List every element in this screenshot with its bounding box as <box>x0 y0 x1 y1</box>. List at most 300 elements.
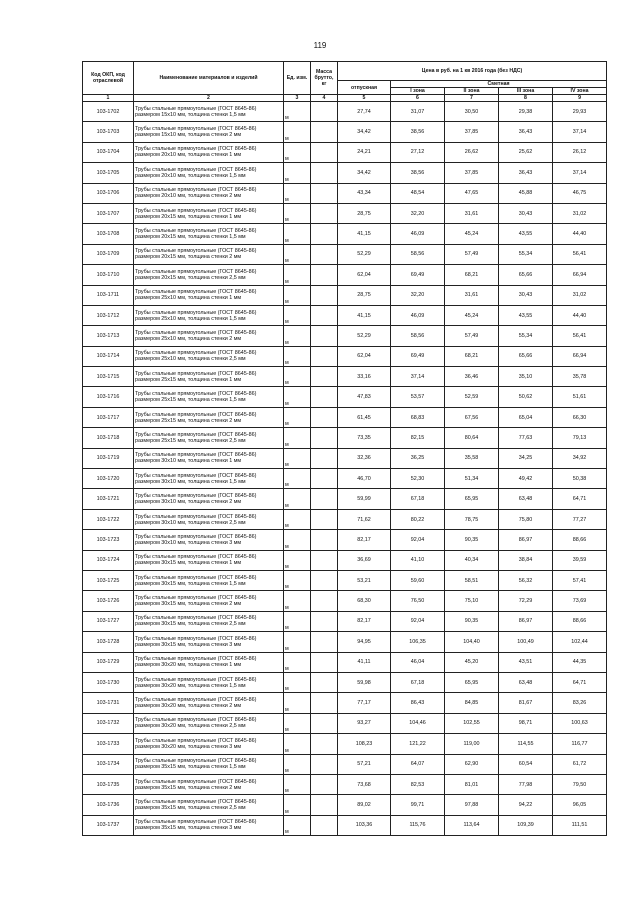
zone-4-price-cell: 29,93 <box>553 102 607 122</box>
zone-1-price-cell: 67,18 <box>391 672 445 692</box>
zone-2-price-cell: 84,85 <box>445 693 499 713</box>
zone-2-price-cell: 119,00 <box>445 734 499 754</box>
header-release: отпускная <box>338 81 391 95</box>
zone-3-price-cell: 50,62 <box>499 387 553 407</box>
zone-1-price-cell: 46,04 <box>391 652 445 672</box>
unit-cell: м <box>284 550 311 570</box>
name-cell: Трубы стальные прямоугольные (ГОСТ 8645-86) размером 30х10 мм, толщина стенки 1 мм <box>134 448 284 468</box>
code-cell: 103-1728 <box>83 632 134 652</box>
unit-cell: м <box>284 305 311 325</box>
mass-cell <box>311 469 338 489</box>
release-price-cell: 82,17 <box>338 611 391 631</box>
zone-2-price-cell: 52,59 <box>445 387 499 407</box>
zone-3-price-cell: 109,39 <box>499 815 553 835</box>
mass-cell <box>311 367 338 387</box>
zone-1-price-cell: 48,54 <box>391 183 445 203</box>
release-price-cell: 77,17 <box>338 693 391 713</box>
unit-cell: м <box>284 734 311 754</box>
zone-3-price-cell: 49,42 <box>499 469 553 489</box>
mass-cell <box>311 734 338 754</box>
release-price-cell: 46,70 <box>338 469 391 489</box>
zone-3-price-cell: 36,43 <box>499 122 553 142</box>
name-cell: Трубы стальные прямоугольные (ГОСТ 8645-86) размером 35х15 мм, толщина стенки 2 мм <box>134 774 284 794</box>
zone-4-price-cell: 44,40 <box>553 305 607 325</box>
mass-cell <box>311 224 338 244</box>
mass-cell <box>311 530 338 550</box>
table-row <box>83 672 607 692</box>
zone-4-price-cell: 56,41 <box>553 244 607 264</box>
code-cell: 103-1703 <box>83 122 134 142</box>
code-cell: 103-1719 <box>83 448 134 468</box>
zone-3-price-cell: 34,25 <box>499 448 553 468</box>
zone-3-price-cell: 43,51 <box>499 652 553 672</box>
code-cell: 103-1735 <box>83 774 134 794</box>
mass-cell <box>311 122 338 142</box>
zone-4-price-cell: 61,72 <box>553 754 607 774</box>
name-cell: Трубы стальные прямоугольные (ГОСТ 8645-86) размером 30х10 мм, толщина стенки 2 мм <box>134 489 284 509</box>
table-row <box>83 469 607 489</box>
name-cell: Трубы стальные прямоугольные (ГОСТ 8645-86) размером 15х10 мм, толщина стенки 1,5 мм <box>134 102 284 122</box>
unit-cell: м <box>284 163 311 183</box>
table-row <box>83 163 607 183</box>
mass-cell <box>311 652 338 672</box>
release-price-cell: 28,75 <box>338 285 391 305</box>
zone-4-price-cell: 26,12 <box>553 142 607 162</box>
release-price-cell: 43,34 <box>338 183 391 203</box>
table-row <box>83 611 607 631</box>
code-cell: 103-1737 <box>83 815 134 835</box>
code-cell: 103-1725 <box>83 570 134 590</box>
zone-1-price-cell: 58,56 <box>391 326 445 346</box>
code-cell: 103-1723 <box>83 530 134 550</box>
unit-cell: м <box>284 265 311 285</box>
release-price-cell: 28,75 <box>338 203 391 223</box>
zone-4-price-cell: 57,41 <box>553 570 607 590</box>
zone-4-price-cell: 37,14 <box>553 163 607 183</box>
unit-cell: м <box>284 183 311 203</box>
name-cell: Трубы стальные прямоугольные (ГОСТ 8645-86) размером 25х15 мм, толщина стенки 2 мм <box>134 407 284 427</box>
zone-2-price-cell: 36,46 <box>445 367 499 387</box>
zone-4-price-cell: 100,63 <box>553 713 607 733</box>
code-cell: 103-1721 <box>83 489 134 509</box>
name-cell: Трубы стальные прямоугольные (ГОСТ 8645-86) размером 30х15 мм, толщина стенки 1,5 мм <box>134 570 284 590</box>
header-name: Наименование материалов и изделий <box>134 62 284 95</box>
zone-2-price-cell: 75,10 <box>445 591 499 611</box>
unit-cell: м <box>284 387 311 407</box>
zone-4-price-cell: 44,40 <box>553 224 607 244</box>
zone-2-price-cell: 40,34 <box>445 550 499 570</box>
zone-2-price-cell: 68,21 <box>445 346 499 366</box>
column-number: 9 <box>553 95 607 102</box>
code-cell: 103-1718 <box>83 428 134 448</box>
name-cell: Трубы стальные прямоугольные (ГОСТ 8645-86) размером 35х15 мм, толщина стенки 2,5 мм <box>134 795 284 815</box>
mass-cell <box>311 407 338 427</box>
zone-1-price-cell: 31,07 <box>391 102 445 122</box>
release-price-cell: 103,36 <box>338 815 391 835</box>
zone-1-price-cell: 86,43 <box>391 693 445 713</box>
table-row <box>83 489 607 509</box>
unit-cell: м <box>284 672 311 692</box>
unit-cell: м <box>284 530 311 550</box>
table-row <box>83 122 607 142</box>
unit-cell: м <box>284 509 311 529</box>
mass-cell <box>311 754 338 774</box>
unit-cell: м <box>284 489 311 509</box>
mass-cell <box>311 387 338 407</box>
mass-cell <box>311 163 338 183</box>
zone-3-price-cell: 100,49 <box>499 632 553 652</box>
release-price-cell: 41,11 <box>338 652 391 672</box>
code-cell: 103-1705 <box>83 163 134 183</box>
release-price-cell: 27,74 <box>338 102 391 122</box>
zone-3-price-cell: 81,67 <box>499 693 553 713</box>
mass-cell <box>311 550 338 570</box>
table-row <box>83 285 607 305</box>
zone-2-price-cell: 45,24 <box>445 305 499 325</box>
zone-4-price-cell: 66,94 <box>553 346 607 366</box>
name-cell: Трубы стальные прямоугольные (ГОСТ 8645-86) размером 25х15 мм, толщина стенки 1,5 мм <box>134 387 284 407</box>
header-mass: Масса брутто, кг <box>311 62 338 95</box>
zone-4-price-cell: 35,78 <box>553 367 607 387</box>
zone-1-price-cell: 32,20 <box>391 203 445 223</box>
code-cell: 103-1715 <box>83 367 134 387</box>
zone-1-price-cell: 41,10 <box>391 550 445 570</box>
mass-cell <box>311 611 338 631</box>
name-cell: Трубы стальные прямоугольные (ГОСТ 8645-86) размером 20х10 мм, толщина стенки 1 мм <box>134 142 284 162</box>
code-cell: 103-1720 <box>83 469 134 489</box>
unit-cell: м <box>284 367 311 387</box>
zone-4-price-cell: 56,41 <box>553 326 607 346</box>
mass-cell <box>311 570 338 590</box>
code-cell: 103-1727 <box>83 611 134 631</box>
zone-1-price-cell: 115,76 <box>391 815 445 835</box>
table-row <box>83 326 607 346</box>
release-price-cell: 34,42 <box>338 122 391 142</box>
unit-cell: м <box>284 632 311 652</box>
zone-1-price-cell: 27,12 <box>391 142 445 162</box>
name-cell: Трубы стальные прямоугольные (ГОСТ 8645-86) размером 20х10 мм, толщина стенки 1,5 мм <box>134 163 284 183</box>
name-cell: Трубы стальные прямоугольные (ГОСТ 8645-86) размером 30х15 мм, толщина стенки 3 мм <box>134 632 284 652</box>
name-cell: Трубы стальные прямоугольные (ГОСТ 8645-86) размером 25х15 мм, толщина стенки 2,5 мм <box>134 428 284 448</box>
release-price-cell: 68,30 <box>338 591 391 611</box>
column-number: 1 <box>83 95 134 102</box>
zone-4-price-cell: 50,38 <box>553 469 607 489</box>
name-cell: Трубы стальные прямоугольные (ГОСТ 8645-86) размером 20х15 мм, толщина стенки 2,5 мм <box>134 265 284 285</box>
zone-2-price-cell: 68,21 <box>445 265 499 285</box>
code-cell: 103-1733 <box>83 734 134 754</box>
column-number: 4 <box>311 95 338 102</box>
code-cell: 103-1713 <box>83 326 134 346</box>
zone-2-price-cell: 58,51 <box>445 570 499 590</box>
zone-3-price-cell: 65,04 <box>499 407 553 427</box>
zone-2-price-cell: 26,62 <box>445 142 499 162</box>
table-row <box>83 652 607 672</box>
unit-cell: м <box>284 754 311 774</box>
zone-4-price-cell: 102,44 <box>553 632 607 652</box>
name-cell: Трубы стальные прямоугольные (ГОСТ 8645-86) размером 25х10 мм, толщина стенки 2,5 мм <box>134 346 284 366</box>
zone-2-price-cell: 37,85 <box>445 122 499 142</box>
zone-3-price-cell: 86,97 <box>499 611 553 631</box>
column-number: 7 <box>445 95 499 102</box>
mass-cell <box>311 203 338 223</box>
name-cell: Трубы стальные прямоугольные (ГОСТ 8645-86) размером 25х10 мм, толщина стенки 1,5 мм <box>134 305 284 325</box>
zone-4-price-cell: 64,71 <box>553 672 607 692</box>
release-price-cell: 52,29 <box>338 326 391 346</box>
mass-cell <box>311 305 338 325</box>
zone-1-price-cell: 59,60 <box>391 570 445 590</box>
zone-1-price-cell: 92,04 <box>391 611 445 631</box>
name-cell: Трубы стальные прямоугольные (ГОСТ 8645-86) размером 30х20 мм, толщина стенки 3 мм <box>134 734 284 754</box>
zone-3-price-cell: 36,43 <box>499 163 553 183</box>
table-row <box>83 570 607 590</box>
zone-3-price-cell: 38,84 <box>499 550 553 570</box>
zone-3-price-cell: 55,34 <box>499 326 553 346</box>
name-cell: Трубы стальные прямоугольные (ГОСТ 8645-86) размером 15х10 мм, толщина стенки 2 мм <box>134 122 284 142</box>
zone-2-price-cell: 31,61 <box>445 285 499 305</box>
zone-1-price-cell: 69,49 <box>391 346 445 366</box>
zone-3-price-cell: 75,80 <box>499 509 553 529</box>
zone-3-price-cell: 63,48 <box>499 672 553 692</box>
release-price-cell: 47,83 <box>338 387 391 407</box>
zone-1-price-cell: 38,56 <box>391 122 445 142</box>
release-price-cell: 62,04 <box>338 265 391 285</box>
zone-1-price-cell: 53,57 <box>391 387 445 407</box>
name-cell: Трубы стальные прямоугольные (ГОСТ 8645-86) размером 20х10 мм, толщина стенки 2 мм <box>134 183 284 203</box>
name-cell: Трубы стальные прямоугольные (ГОСТ 8645-86) размером 30х20 мм, толщина стенки 1 мм <box>134 652 284 672</box>
zone-2-price-cell: 90,35 <box>445 530 499 550</box>
code-cell: 103-1708 <box>83 224 134 244</box>
unit-cell: м <box>284 795 311 815</box>
zone-2-price-cell: 65,95 <box>445 672 499 692</box>
zone-4-price-cell: 116,77 <box>553 734 607 754</box>
zone-3-price-cell: 86,97 <box>499 530 553 550</box>
release-price-cell: 36,69 <box>338 550 391 570</box>
name-cell: Трубы стальные прямоугольные (ГОСТ 8645-86) размером 25х10 мм, толщина стенки 2 мм <box>134 326 284 346</box>
table-row <box>83 346 607 366</box>
zone-2-price-cell: 102,55 <box>445 713 499 733</box>
header-zone-4: IV зона <box>553 88 607 95</box>
zone-2-price-cell: 30,50 <box>445 102 499 122</box>
unit-cell: м <box>284 224 311 244</box>
zone-2-price-cell: 35,58 <box>445 448 499 468</box>
header-zone-2: II зона <box>445 88 499 95</box>
mass-cell <box>311 285 338 305</box>
code-cell: 103-1731 <box>83 693 134 713</box>
zone-3-price-cell: 114,55 <box>499 734 553 754</box>
header-estimate: Сметная <box>391 81 607 88</box>
zone-4-price-cell: 83,26 <box>553 693 607 713</box>
table-row <box>83 224 607 244</box>
zone-2-price-cell: 80,64 <box>445 428 499 448</box>
table-row <box>83 815 607 835</box>
release-price-cell: 33,16 <box>338 367 391 387</box>
zone-2-price-cell: 57,49 <box>445 244 499 264</box>
code-cell: 103-1734 <box>83 754 134 774</box>
unit-cell: м <box>284 122 311 142</box>
unit-cell: м <box>284 142 311 162</box>
table-row <box>83 693 607 713</box>
zone-1-price-cell: 46,09 <box>391 305 445 325</box>
zone-3-price-cell: 98,71 <box>499 713 553 733</box>
zone-4-price-cell: 111,51 <box>553 815 607 835</box>
code-cell: 103-1729 <box>83 652 134 672</box>
table-row <box>83 407 607 427</box>
zone-4-price-cell: 37,14 <box>553 122 607 142</box>
zone-4-price-cell: 73,69 <box>553 591 607 611</box>
table-row <box>83 367 607 387</box>
zone-2-price-cell: 57,49 <box>445 326 499 346</box>
zone-4-price-cell: 79,50 <box>553 774 607 794</box>
table-row <box>83 428 607 448</box>
name-cell: Трубы стальные прямоугольные (ГОСТ 8645-86) размером 20х15 мм, толщина стенки 1 мм <box>134 203 284 223</box>
table-body <box>83 102 607 836</box>
zone-3-price-cell: 72,29 <box>499 591 553 611</box>
unit-cell: м <box>284 203 311 223</box>
table-row <box>83 448 607 468</box>
zone-4-price-cell: 64,71 <box>553 489 607 509</box>
page-number: 119 <box>313 41 327 50</box>
unit-cell: м <box>284 326 311 346</box>
release-price-cell: 108,23 <box>338 734 391 754</box>
table-row <box>83 305 607 325</box>
mass-cell <box>311 489 338 509</box>
table-row <box>83 142 607 162</box>
release-price-cell: 32,36 <box>338 448 391 468</box>
zone-4-price-cell: 31,02 <box>553 285 607 305</box>
unit-cell: м <box>284 407 311 427</box>
code-cell: 103-1732 <box>83 713 134 733</box>
mass-cell <box>311 672 338 692</box>
zone-4-price-cell: 31,02 <box>553 203 607 223</box>
zone-4-price-cell: 66,30 <box>553 407 607 427</box>
table-row <box>83 387 607 407</box>
zone-2-price-cell: 31,61 <box>445 203 499 223</box>
unit-cell: м <box>284 346 311 366</box>
header-price-group: Цена в руб. на 1 кв 2016 года (без НДС) <box>338 62 607 81</box>
code-cell: 103-1736 <box>83 795 134 815</box>
table-row <box>83 509 607 529</box>
code-cell: 103-1714 <box>83 346 134 366</box>
mass-cell <box>311 693 338 713</box>
unit-cell: м <box>284 448 311 468</box>
zone-1-price-cell: 106,35 <box>391 632 445 652</box>
mass-cell <box>311 244 338 264</box>
zone-3-price-cell: 45,88 <box>499 183 553 203</box>
zone-3-price-cell: 55,34 <box>499 244 553 264</box>
mass-cell <box>311 346 338 366</box>
release-price-cell: 82,17 <box>338 530 391 550</box>
unit-cell: м <box>284 469 311 489</box>
mass-cell <box>311 265 338 285</box>
column-number: 6 <box>391 95 445 102</box>
column-number: 5 <box>338 95 391 102</box>
name-cell: Трубы стальные прямоугольные (ГОСТ 8645-86) размером 30х10 мм, толщина стенки 1,5 мм <box>134 469 284 489</box>
table-row <box>83 754 607 774</box>
code-cell: 103-1707 <box>83 203 134 223</box>
zone-1-price-cell: 67,18 <box>391 489 445 509</box>
column-number-row <box>83 95 607 102</box>
release-price-cell: 94,95 <box>338 632 391 652</box>
code-cell: 103-1730 <box>83 672 134 692</box>
code-cell: 103-1706 <box>83 183 134 203</box>
table-row <box>83 591 607 611</box>
zone-1-price-cell: 38,56 <box>391 163 445 183</box>
name-cell: Трубы стальные прямоугольные (ГОСТ 8645-86) размером 20х15 мм, толщина стенки 2 мм <box>134 244 284 264</box>
column-number: 2 <box>134 95 284 102</box>
name-cell: Трубы стальные прямоугольные (ГОСТ 8645-86) размером 30х15 мм, толщина стенки 2,5 мм <box>134 611 284 631</box>
zone-2-price-cell: 45,20 <box>445 652 499 672</box>
release-price-cell: 73,68 <box>338 774 391 794</box>
zone-2-price-cell: 67,56 <box>445 407 499 427</box>
zone-3-price-cell: 35,10 <box>499 367 553 387</box>
code-cell: 103-1709 <box>83 244 134 264</box>
zone-4-price-cell: 88,66 <box>553 611 607 631</box>
release-price-cell: 62,04 <box>338 346 391 366</box>
header-zone-3: III зона <box>499 88 553 95</box>
mass-cell <box>311 795 338 815</box>
mass-cell <box>311 428 338 448</box>
release-price-cell: 71,62 <box>338 509 391 529</box>
zone-3-price-cell: 43,55 <box>499 224 553 244</box>
zone-1-price-cell: 121,22 <box>391 734 445 754</box>
name-cell: Трубы стальные прямоугольные (ГОСТ 8645-86) размером 30х10 мм, толщина стенки 2,5 мм <box>134 509 284 529</box>
unit-cell: м <box>284 570 311 590</box>
unit-cell: м <box>284 428 311 448</box>
release-price-cell: 41,15 <box>338 224 391 244</box>
table-row <box>83 632 607 652</box>
column-number: 8 <box>499 95 553 102</box>
release-price-cell: 73,35 <box>338 428 391 448</box>
table-row <box>83 774 607 794</box>
zone-2-price-cell: 90,35 <box>445 611 499 631</box>
header-zone-1: I зона <box>391 88 445 95</box>
zone-4-price-cell: 66,94 <box>553 265 607 285</box>
mass-cell <box>311 815 338 835</box>
name-cell: Трубы стальные прямоугольные (ГОСТ 8645-86) размером 30х15 мм, толщина стенки 2 мм <box>134 591 284 611</box>
zone-2-price-cell: 45,24 <box>445 224 499 244</box>
zone-1-price-cell: 104,46 <box>391 713 445 733</box>
table-row <box>83 265 607 285</box>
zone-3-price-cell: 65,66 <box>499 346 553 366</box>
release-price-cell: 53,21 <box>338 570 391 590</box>
name-cell: Трубы стальные прямоугольные (ГОСТ 8645-86) размером 35х15 мм, толщина стенки 3 мм <box>134 815 284 835</box>
zone-4-price-cell: 46,75 <box>553 183 607 203</box>
code-cell: 103-1702 <box>83 102 134 122</box>
mass-cell <box>311 591 338 611</box>
unit-cell: м <box>284 693 311 713</box>
code-cell: 103-1704 <box>83 142 134 162</box>
zone-3-price-cell: 77,98 <box>499 774 553 794</box>
zone-4-price-cell: 79,13 <box>553 428 607 448</box>
zone-4-price-cell: 34,92 <box>553 448 607 468</box>
zone-1-price-cell: 99,71 <box>391 795 445 815</box>
release-price-cell: 57,21 <box>338 754 391 774</box>
table-row <box>83 183 607 203</box>
release-price-cell: 24,21 <box>338 142 391 162</box>
mass-cell <box>311 774 338 794</box>
name-cell: Трубы стальные прямоугольные (ГОСТ 8645-86) размером 20х15 мм, толщина стенки 1,5 мм <box>134 224 284 244</box>
zone-1-price-cell: 46,09 <box>391 224 445 244</box>
zone-4-price-cell: 96,05 <box>553 795 607 815</box>
zone-4-price-cell: 51,61 <box>553 387 607 407</box>
name-cell: Трубы стальные прямоугольные (ГОСТ 8645-86) размером 30х10 мм, толщина стенки 3 мм <box>134 530 284 550</box>
mass-cell <box>311 448 338 468</box>
name-cell: Трубы стальные прямоугольные (ГОСТ 8645-86) размером 30х20 мм, толщина стенки 1,5 мм <box>134 672 284 692</box>
release-price-cell: 89,02 <box>338 795 391 815</box>
code-cell: 103-1724 <box>83 550 134 570</box>
name-cell: Трубы стальные прямоугольные (ГОСТ 8645-86) размером 30х15 мм, толщина стенки 1 мм <box>134 550 284 570</box>
zone-3-price-cell: 63,48 <box>499 489 553 509</box>
